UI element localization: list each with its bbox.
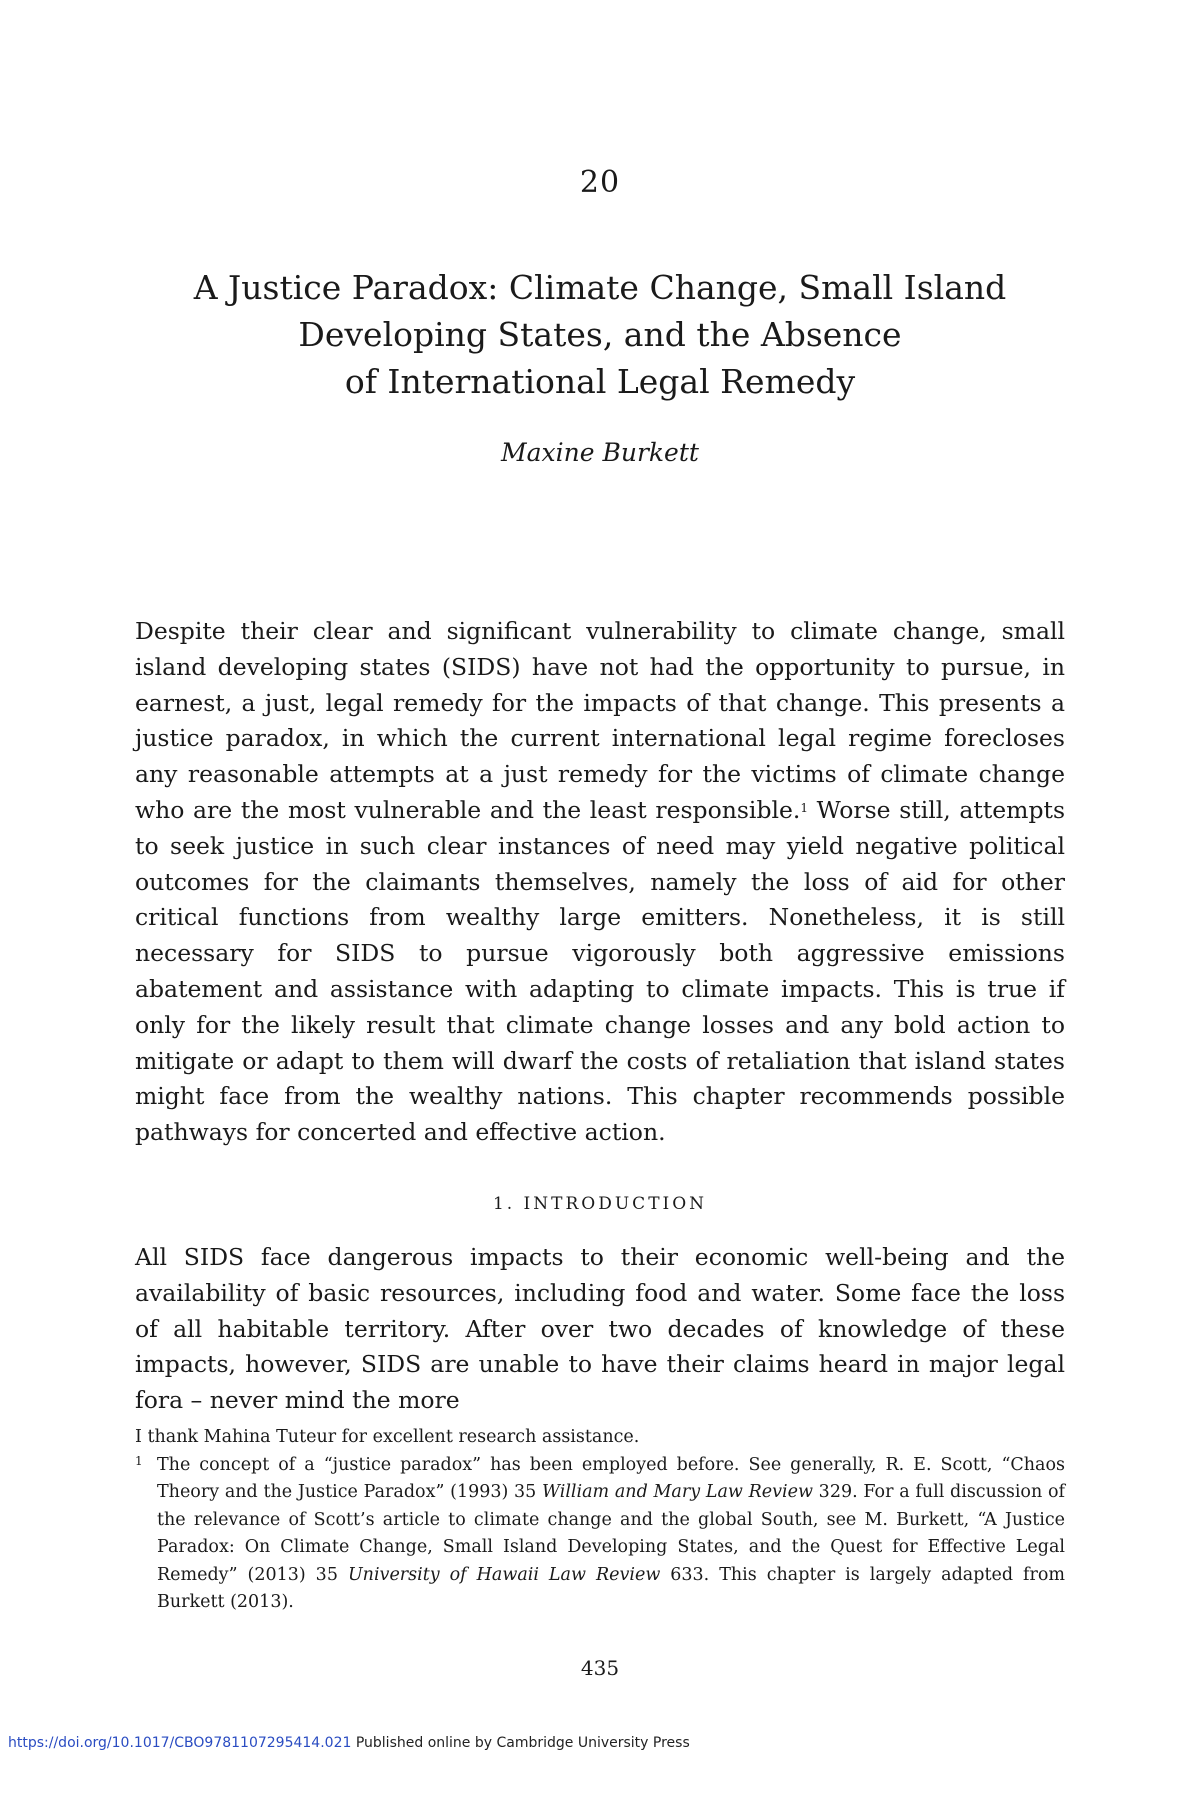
footnote-1-journal-2: University of Hawaii Law Review	[347, 1564, 661, 1585]
author-name: Maxine Burkett	[501, 438, 699, 467]
section-heading: 1. INTRODUCTION	[492, 1194, 708, 1214]
footnote-1	[135, 1452, 1065, 1617]
footnote-1-marker: 1	[135, 1453, 143, 1468]
body-paragraph: All SIDS face dangerous impacts to their economic well-being and the availability of basic resources, including food and water. Some face the loss of all habitable territory. After over two decades of knowledge of these impacts, however, SIDS are unable to have their claims heard in major legal fora – never mind the more	[135, 1243, 1065, 1415]
footnote-1-journal-1: William and Mary Law Review	[542, 1482, 813, 1502]
page-number: 435	[580, 1656, 620, 1680]
footnote-1-text-c: 633. This chapter is largely adapted from Burkett (2013).	[157, 1564, 1065, 1612]
publisher-text: Published online by Cambridge University Press	[351, 1735, 690, 1751]
acknowledgment-note: I thank Mahina Tuteur for excellent research assistance.	[135, 1427, 640, 1447]
title-line-2: Developing States, and the Absence	[298, 315, 902, 354]
title-line-1: A Justice Paradox: Climate Change, Small Island	[193, 268, 1007, 307]
abstract-text-part-2: Worse still, attempts to seek justice in such clear instances of need may yield negative political outcomes for the claimants themselves, namely the loss of aid for other critical functions from wealthy large emitters. Nonetheless, it is still necessary for SIDS to pursue vigorously both aggressive emissions abatement and assistance with adapting to climate impacts. This is true if only for the likely result that climate change losses and any bold action to mitigate or adapt to them will dwarf the costs of retaliation that island states might face from the wealthy nations. This chapter recommends possible pathways for concerted and effective action.	[135, 795, 1065, 1147]
footnote-1-text-b: 329. For a full discussion of the relevance of Scott’s article to climate change and the global South, see M. Burkett, “A Justice Paradox: On Climate Change, Small Island Developing States, and the Quest for Effective Legal Remedy” (2013) 35	[157, 1482, 1065, 1585]
chapter-title	[150, 264, 1050, 405]
title-line-3: of International Legal Remedy	[344, 362, 856, 401]
footnotes	[135, 1424, 1065, 1617]
publisher-footer	[8, 1735, 690, 1751]
doi-link[interactable]: https://doi.org/10.1017/CBO9781107295414.021	[8, 1735, 352, 1751]
footnote-ref-1[interactable]: 1	[800, 800, 809, 815]
footnote-1-text-a: The concept of a “justice paradox” has been employed before. See generally, R. E. Scott, “Chaos Theory and the Justice Paradox” (1993) 35	[157, 1454, 1065, 1502]
chapter-number: 20	[579, 165, 621, 200]
abstract-text-part-1: Despite their clear and significant vulnerability to climate change, small island developing states (SIDS) have not had the opportunity to pursue, in earnest, a just, legal remedy for the impacts of that change. This presents a justice paradox, in which the current international legal regime forecloses any reasonable attempts at a just remedy for the victims of climate change who are the most vulnerable and the least responsible.	[135, 617, 1065, 824]
abstract	[135, 614, 1065, 1151]
